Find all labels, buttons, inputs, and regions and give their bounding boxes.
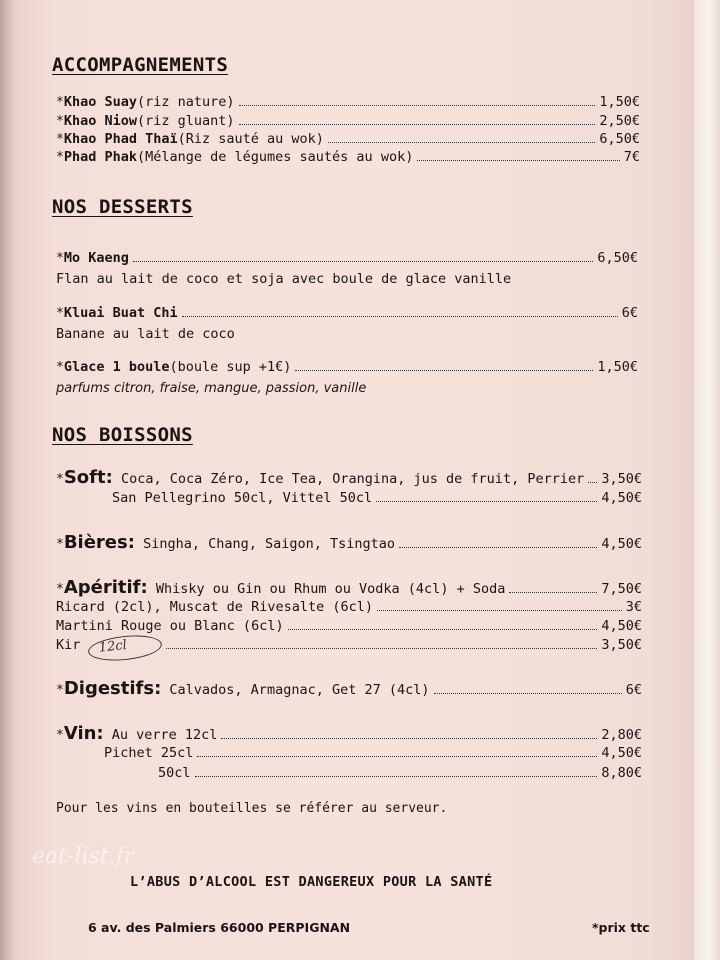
dot-leader — [195, 776, 598, 777]
drink-category: Vin: — [63, 723, 104, 744]
menu-item — [56, 305, 638, 321]
alcohol-warning: L’ABUS D’ALCOOL EST DANGEREUX POUR LA SANTÉ — [130, 874, 493, 890]
item-name: Khao Suay — [63, 94, 137, 110]
section-title-boissons: NOS BOISSONS — [52, 424, 193, 446]
asterisk: * — [56, 95, 64, 110]
wine-note: Pour les vins en bouteilles se référer au serveur. — [56, 801, 448, 816]
item-detail: (boule sup +1€) — [169, 359, 292, 375]
drink-price: 4,50€ — [601, 618, 642, 634]
prix-ttc-note: *prix ttc — [592, 920, 650, 935]
handwritten-text: 12cl — [98, 637, 128, 656]
drink-list: Au verre 12cl — [111, 727, 218, 743]
dot-leader — [133, 261, 594, 262]
drink-price: 6€ — [625, 682, 642, 698]
item-price: 6,50€ — [597, 250, 638, 266]
menu-item — [56, 94, 640, 110]
asterisk: * — [56, 582, 64, 597]
asterisk: * — [56, 537, 64, 552]
item-detail: (riz gluant) — [136, 113, 235, 129]
item-description: parfums citron, fraise, mangue, passion, vanille — [56, 381, 367, 396]
menu-item — [56, 359, 638, 375]
dot-leader — [197, 756, 597, 757]
drink-list: Coca, Coca Zéro, Ice Tea, Orangina, jus de fruit, Perrier — [120, 471, 585, 487]
item-name: Glace 1 boule — [63, 359, 170, 375]
drink-row — [56, 467, 642, 488]
item-description: Banane au lait de coco — [56, 326, 235, 342]
drink-list: San Pellegrino 50cl, Vittel 50cl — [112, 490, 373, 506]
menu-item — [56, 149, 640, 165]
item-detail: (Riz sauté au wok) — [177, 131, 324, 147]
section-title-desserts: NOS DESSERTS — [52, 196, 193, 218]
drink-list: Pichet 25cl — [104, 745, 194, 761]
drink-list: Ricard (2cl), Muscat de Rivesalte (6cl) — [56, 599, 373, 615]
dot-leader — [417, 160, 619, 161]
drink-list: Whisky ou Gin ou Rhum ou Vodka (4cl) + Soda — [155, 581, 506, 597]
menu-item — [56, 250, 638, 266]
dot-leader — [239, 124, 596, 125]
item-price: 7€ — [623, 149, 640, 165]
watermark: eat-list.fr — [32, 844, 135, 869]
drink-price: 2,80€ — [601, 727, 642, 743]
asterisk: * — [56, 114, 64, 129]
drink-category: Soft: — [63, 467, 113, 488]
dot-leader — [588, 482, 597, 483]
item-name: Khao Niow — [63, 113, 137, 129]
drink-category: Digestifs: — [63, 678, 162, 699]
dot-leader — [221, 738, 597, 739]
item-price: 1,50€ — [599, 94, 640, 110]
item-price: 6,50€ — [599, 131, 640, 147]
drink-list: Singha, Chang, Saigon, Tsingtao — [143, 536, 396, 552]
drink-price: 3,50€ — [601, 637, 642, 653]
drink-list: 50cl — [158, 765, 191, 781]
dot-leader — [328, 142, 595, 143]
drink-row — [56, 532, 642, 553]
drink-price: 4,50€ — [601, 745, 642, 761]
drink-price: 7,50€ — [601, 581, 642, 597]
item-detail: (riz nature) — [136, 94, 235, 110]
drink-category: Bières: — [63, 532, 135, 553]
dot-leader — [434, 693, 622, 694]
item-name: Khao Phad Thaï — [63, 131, 178, 147]
dot-leader — [239, 105, 596, 106]
drink-row — [56, 618, 642, 634]
asterisk: * — [56, 472, 64, 487]
drink-row — [56, 577, 642, 598]
section-title-accompagnements: ACCOMPAGNEMENTS — [52, 54, 229, 76]
item-detail: (Mélange de légumes sautés au wok) — [136, 149, 414, 165]
item-name: Kluai Buat Chi — [63, 305, 178, 321]
dot-leader — [376, 501, 597, 502]
dot-leader — [295, 370, 593, 371]
dot-leader — [288, 629, 598, 630]
drink-category: Apéritif: — [63, 577, 148, 598]
dot-leader — [166, 648, 597, 649]
asterisk: * — [56, 360, 64, 375]
asterisk: * — [56, 683, 64, 698]
drink-row — [158, 765, 642, 781]
drink-price: 4,50€ — [601, 490, 642, 506]
drink-list: Kir — [56, 637, 81, 653]
drink-price: 4,50€ — [601, 536, 642, 552]
asterisk: * — [56, 306, 64, 321]
dot-leader — [399, 547, 597, 548]
asterisk: * — [56, 132, 64, 147]
menu-item — [56, 113, 640, 129]
item-description: Flan au lait de coco et soja avec boule de glace vanille — [56, 271, 512, 287]
drink-row — [56, 678, 642, 699]
item-price: 1,50€ — [597, 359, 638, 375]
dot-leader — [509, 592, 597, 593]
page-shadow — [0, 0, 14, 960]
dot-leader — [377, 610, 622, 611]
drink-list: Martini Rouge ou Blanc (6cl) — [56, 618, 284, 634]
item-price: 2,50€ — [599, 113, 640, 129]
asterisk: * — [56, 728, 64, 743]
page-edge — [694, 0, 720, 960]
asterisk: * — [56, 150, 64, 165]
drink-row — [104, 745, 642, 761]
drink-price: 3€ — [625, 599, 642, 615]
item-name: Mo Kaeng — [63, 250, 129, 266]
asterisk: * — [56, 251, 64, 266]
item-name: Phad Phak — [63, 149, 137, 165]
drink-list: Calvados, Armagnac, Get 27 (4cl) — [169, 682, 430, 698]
drink-row — [56, 723, 642, 744]
drink-row — [56, 599, 642, 615]
address: 6 av. des Palmiers 66000 PERPIGNAN — [88, 920, 351, 935]
drink-price: 3,50€ — [601, 471, 642, 487]
dot-leader — [182, 316, 618, 317]
item-price: 6€ — [621, 305, 638, 321]
menu-item — [56, 131, 640, 147]
drink-row — [112, 490, 642, 506]
drink-price: 8,80€ — [601, 765, 642, 781]
